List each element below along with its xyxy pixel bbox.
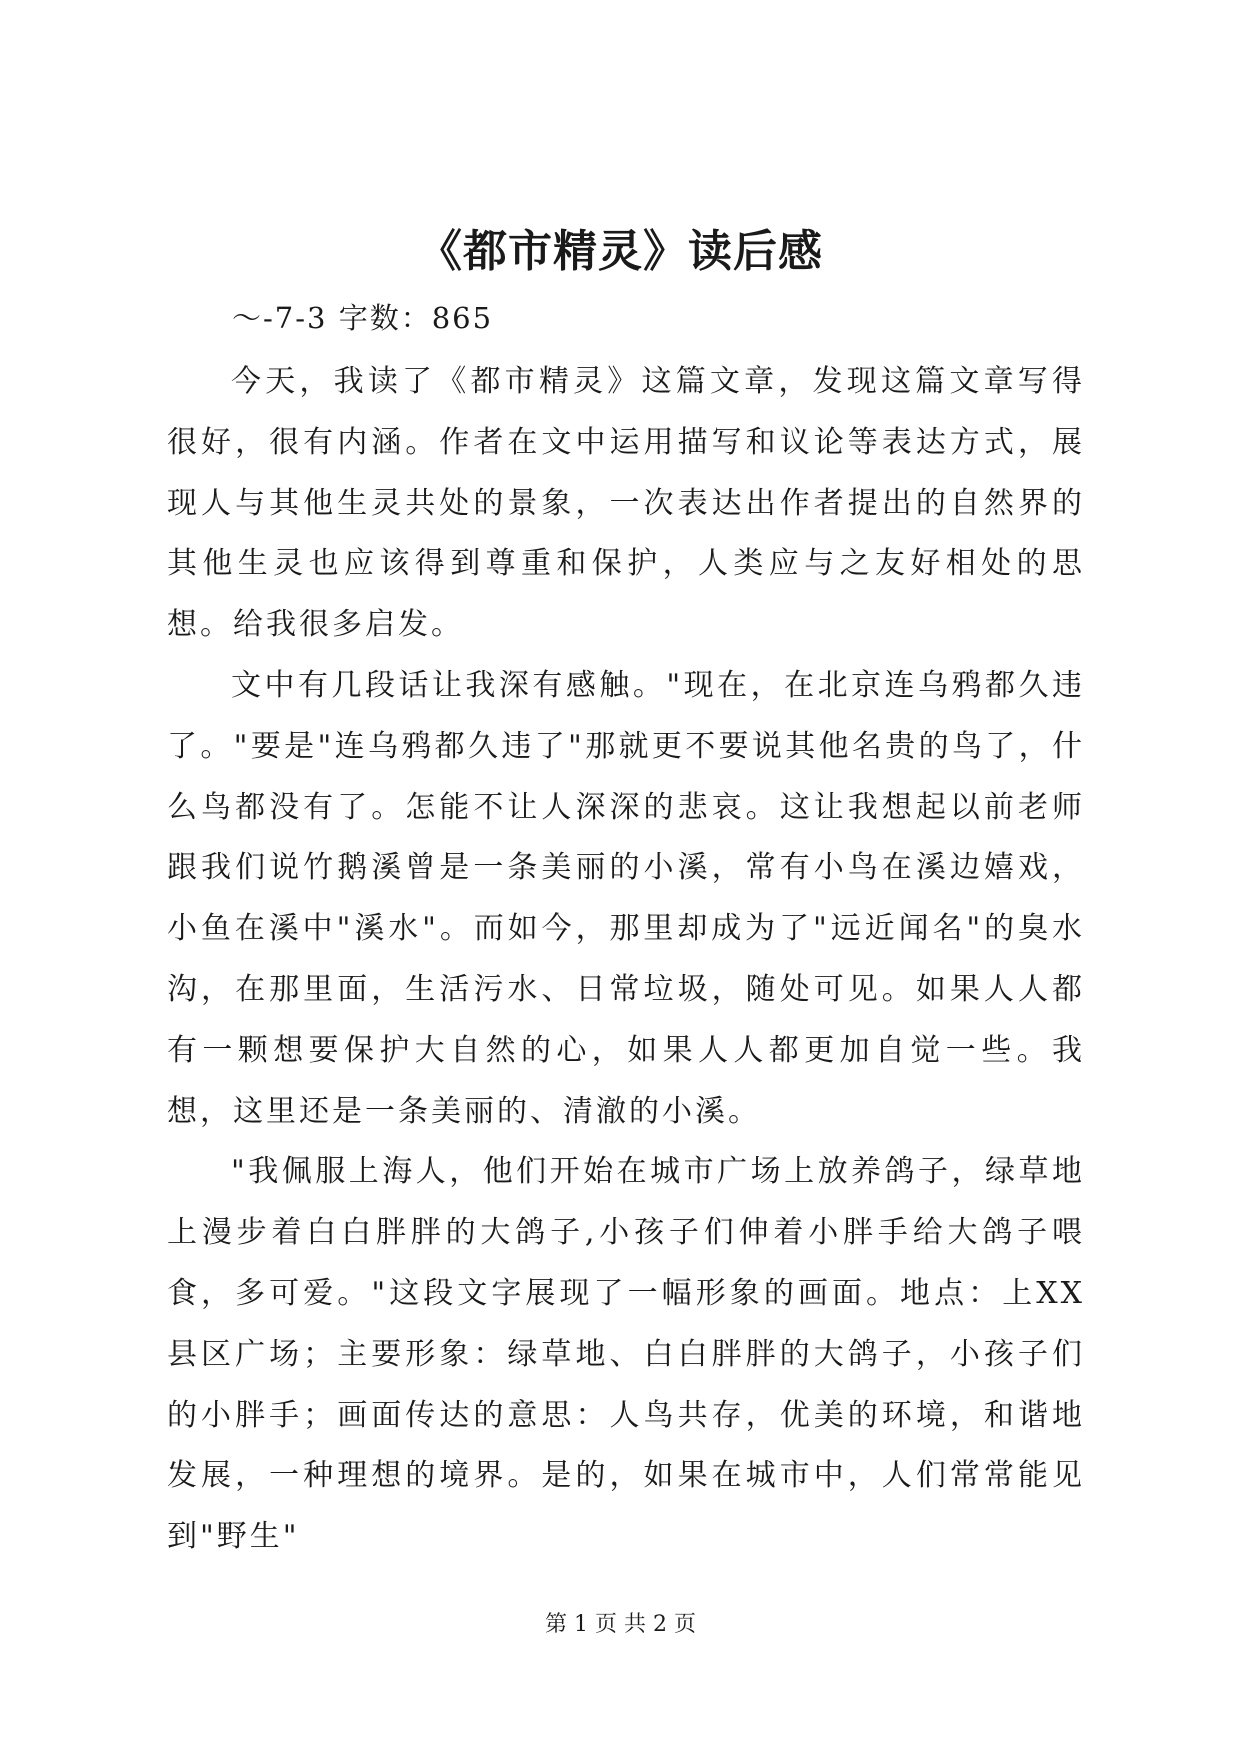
document-body — [167, 352, 1085, 1568]
paragraph: 今天，我读了《都市精灵》这篇文章，发现这篇文章写得很好，很有内涵。作者在文中运用描写和议论等表达方式，展现人与其他生灵共处的景象，一次表达出作者提出的自然界的其他生灵也应该得到尊重和保护，人类应与之友好相处的思想。给我很多启发。 — [167, 364, 1085, 643]
document-title: 《都市精灵》读后感 — [418, 226, 823, 277]
paragraph: "我佩服上海人，他们开始在城市广场上放养鸽子，绿草地上漫步着白白胖胖的大鸽子,小孩子们伸着小胖手给大鸽子喂食，多可爱。"这段文字展现了一幅形象的画面。地点：上XX县区广场；主要形象：绿草地、白白胖胖的大鸽子，小孩子们的小胖手；画面传达的意思：人鸟共存，优美的环境，和谐地发展，一种理想的境界。是的，如果在城市中，人们常常能见到"野生" — [167, 1154, 1085, 1555]
document-meta: ～-7-3 字数：865 — [232, 301, 494, 335]
paragraph: 文中有几段话让我深有感触。"现在，在北京连乌鸦都久违了。"要是"连乌鸦都久违了"那就更不要说其他名贵的鸟了，什么鸟都没有了。怎能不让人深深的悲哀。这让我想起以前老师跟我们说竹鹅溪曾是一条美丽的小溪，常有小鸟在溪边嬉戏，小鱼在溪中"溪水"。而如今，那里却成为了"远近闻名"的臭水沟，在那里面，生活污水、日常垃圾，随处可见。如果人人都有一颗想要保护大自然的心，如果人人都更加自觉一些。我想，这里还是一条美丽的、清澈的小溪。 — [167, 667, 1085, 1129]
page-footer: 第 1 页 共 2 页 — [545, 1612, 696, 1637]
